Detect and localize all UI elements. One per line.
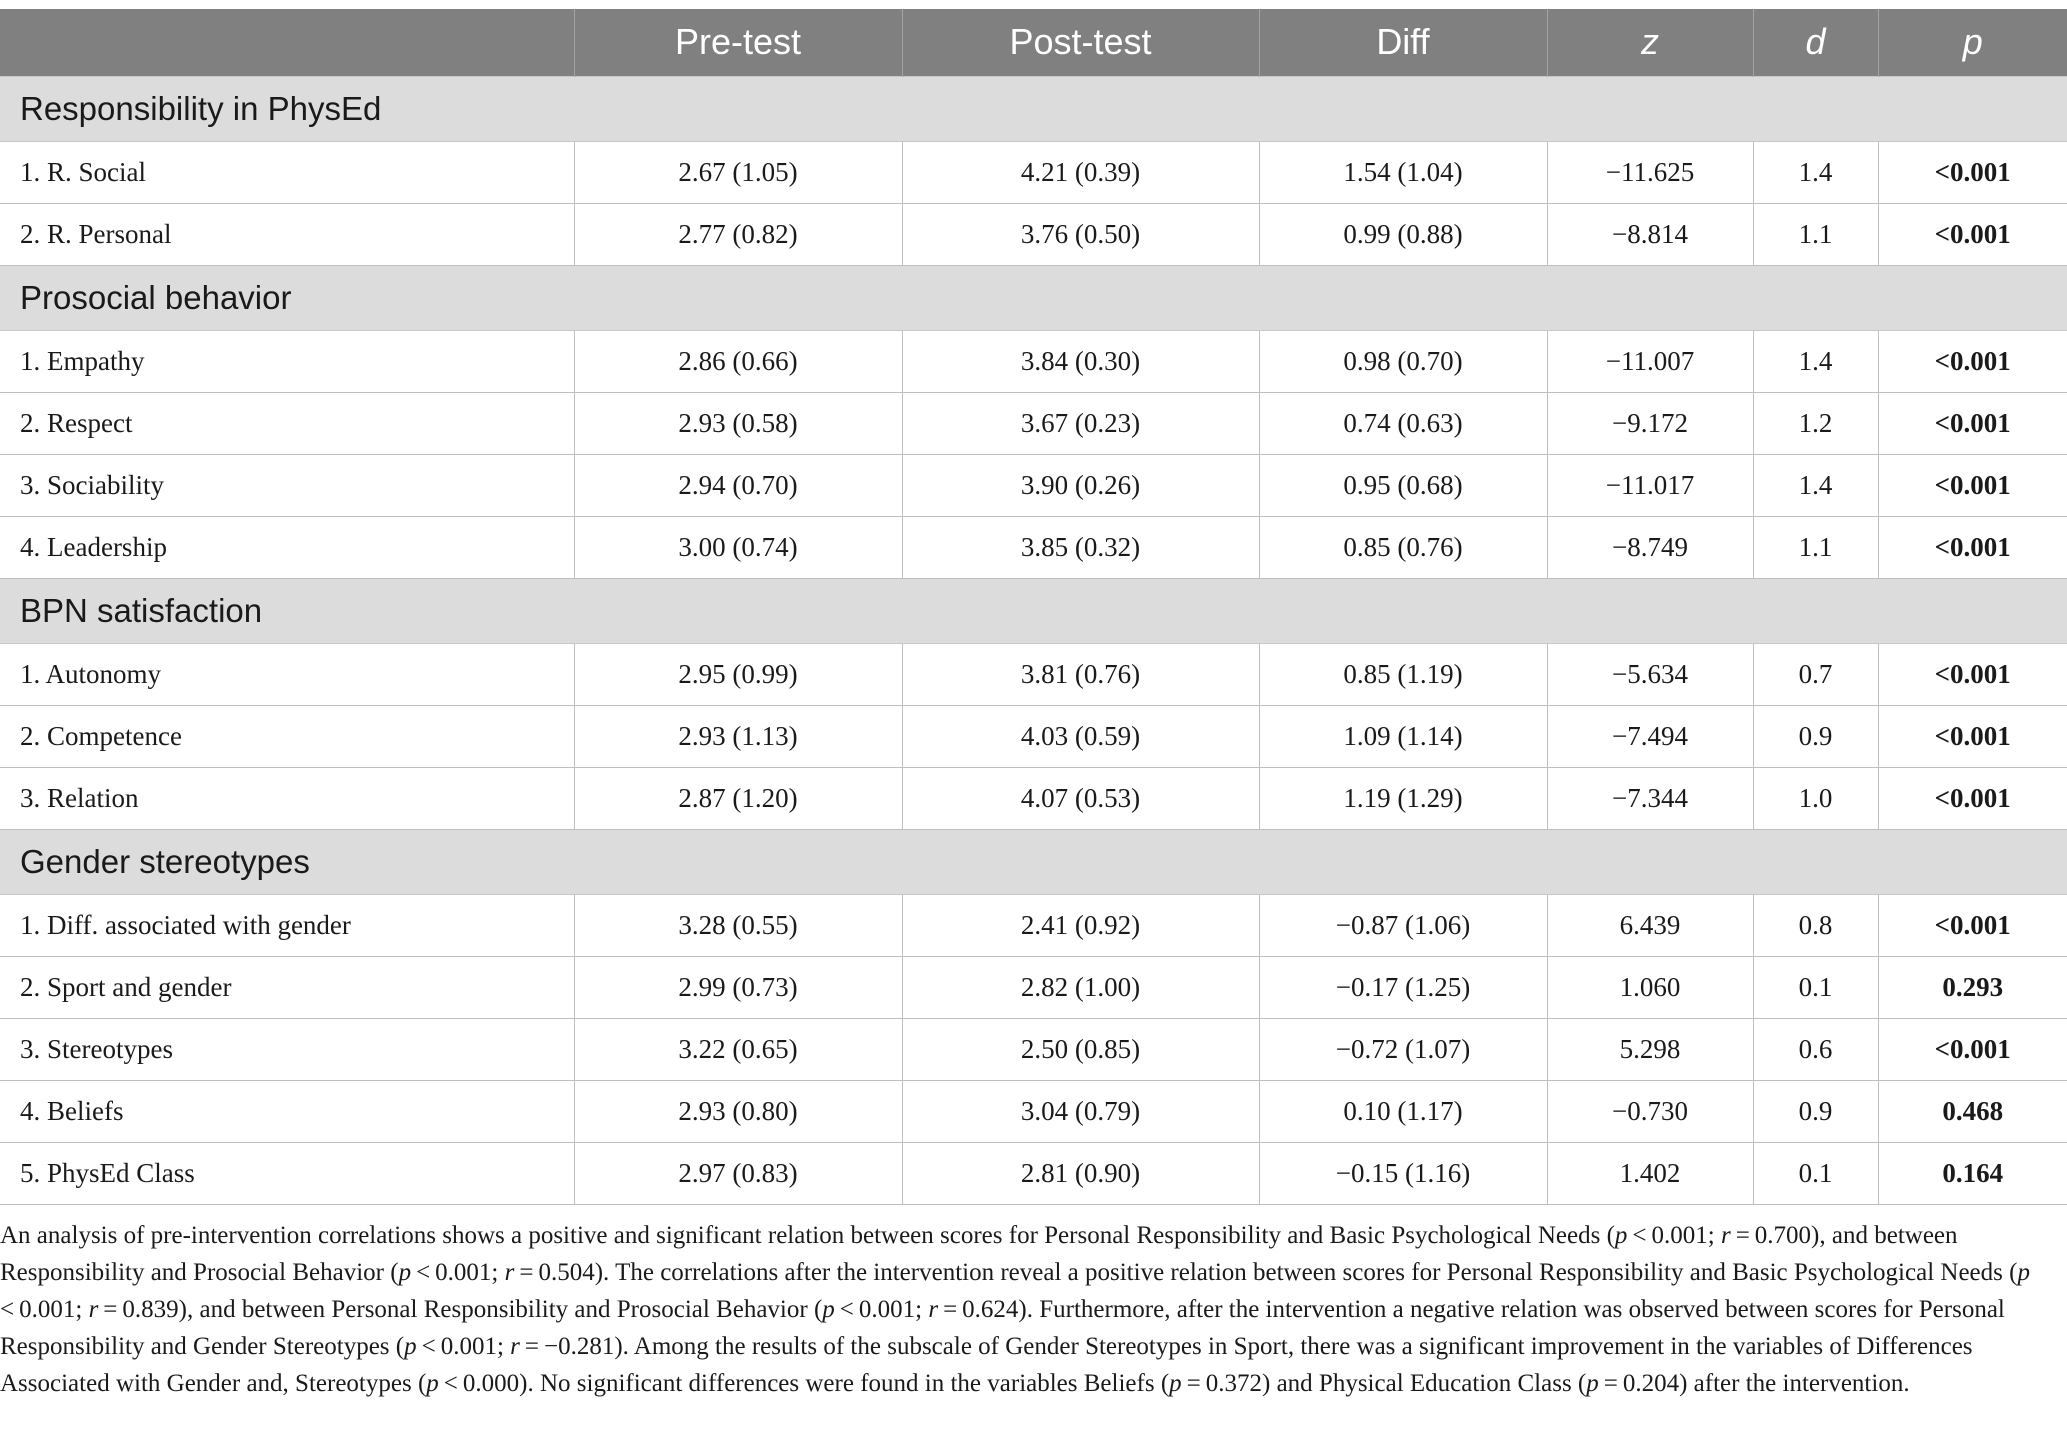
post-test-value: 2.41 (0.92) [902,894,1259,956]
diff-value: 0.85 (1.19) [1259,643,1547,705]
p-value: <0.001 [1878,330,2067,392]
post-test-value: 4.03 (0.59) [902,705,1259,767]
row-label: 3. Stereotypes [0,1018,574,1080]
post-test-value: 3.67 (0.23) [902,392,1259,454]
post-test-value: 3.81 (0.76) [902,643,1259,705]
table-row [0,454,2067,516]
header-z: z [1547,9,1753,76]
footnote-text: = −0.281). Among the results of the subscale of Gender Stereotypes in Sport, there was a significant improvement in the variables of Differences Associated with Gender and, Stereotypes ( [0,1333,1973,1397]
header-post-test: Post-test [902,9,1259,76]
diff-value: 0.99 (0.88) [1259,203,1547,265]
footnote-symbol: r [1720,1222,1731,1249]
d-value: 1.1 [1753,516,1878,578]
footnote-symbol: r [88,1296,99,1323]
table-row [0,392,2067,454]
section-title: BPN satisfaction [0,578,2067,643]
z-value: 1.060 [1547,956,1753,1018]
footnote-symbol: p [1586,1370,1599,1397]
pre-test-value: 2.93 (0.80) [574,1080,902,1142]
footnote-text: = 0.204) after the intervention. [1598,1370,1910,1397]
footnote-symbol: r [504,1259,515,1286]
footnote-text: < 0.001; [416,1333,511,1360]
footnote-text: = 0.700), and between Responsibility and Prosocial Behavior ( [0,1222,1958,1286]
row-label: 2. Sport and gender [0,956,574,1018]
footnote-text: < 0.000). No significant differences were found in the variables Beliefs ( [438,1370,1170,1397]
p-value: <0.001 [1878,643,2067,705]
header-pre-test: Pre-test [574,9,902,76]
header-label-col [0,9,574,76]
d-value: 0.9 [1753,1080,1878,1142]
section-title: Responsibility in PhysEd [0,76,2067,141]
post-test-value: 3.90 (0.26) [902,454,1259,516]
diff-value: 0.10 (1.17) [1259,1080,1547,1142]
z-value: −5.634 [1547,643,1753,705]
row-label: 3. Sociability [0,454,574,516]
row-label: 1. Diff. associated with gender [0,894,574,956]
z-value: −8.749 [1547,516,1753,578]
pre-test-value: 3.00 (0.74) [574,516,902,578]
footnote-text: < 0.001; [1627,1222,1721,1249]
table-body [0,76,2067,1204]
z-value: −11.625 [1547,141,1753,203]
pre-test-value: 3.28 (0.55) [574,894,902,956]
p-value: <0.001 [1878,516,2067,578]
table-header-row [0,9,2067,76]
d-value: 0.9 [1753,705,1878,767]
p-value: <0.001 [1878,141,2067,203]
row-label: 1. Autonomy [0,643,574,705]
post-test-value: 2.50 (0.85) [902,1018,1259,1080]
table-row [0,516,2067,578]
section-header-row [0,265,2067,330]
d-value: 1.1 [1753,203,1878,265]
table-row [0,141,2067,203]
table-footnote [0,1217,2050,1402]
d-value: 1.4 [1753,454,1878,516]
footnote-text: = 0.839), and between Personal Responsibility and Prosocial Behavior ( [98,1296,823,1323]
z-value: −7.494 [1547,705,1753,767]
section-header-row [0,829,2067,894]
section-title: Prosocial behavior [0,265,2067,330]
pre-test-value: 2.87 (1.20) [574,767,902,829]
z-value: 6.439 [1547,894,1753,956]
diff-value: 0.74 (0.63) [1259,392,1547,454]
z-value: −9.172 [1547,392,1753,454]
d-value: 1.2 [1753,392,1878,454]
row-label: 2. R. Personal [0,203,574,265]
diff-value: −0.15 (1.16) [1259,1142,1547,1204]
table-row [0,894,2067,956]
pre-test-value: 2.99 (0.73) [574,956,902,1018]
header-diff: Diff [1259,9,1547,76]
post-test-value: 2.82 (1.00) [902,956,1259,1018]
table-row [0,1080,2067,1142]
z-value: −7.344 [1547,767,1753,829]
post-test-value: 3.76 (0.50) [902,203,1259,265]
d-value: 0.6 [1753,1018,1878,1080]
table-row [0,643,2067,705]
z-value: 1.402 [1547,1142,1753,1204]
p-value: 0.293 [1878,956,2067,1018]
row-label: 4. Leadership [0,516,574,578]
d-value: 0.8 [1753,894,1878,956]
table-row [0,203,2067,265]
table-row [0,1142,2067,1204]
table-row [0,330,2067,392]
p-value: 0.164 [1878,1142,2067,1204]
pre-test-value: 2.94 (0.70) [574,454,902,516]
footnote-text: < 0.001; [834,1296,929,1323]
post-test-value: 2.81 (0.90) [902,1142,1259,1204]
p-value: <0.001 [1878,392,2067,454]
post-test-value: 4.21 (0.39) [902,141,1259,203]
d-value: 0.7 [1753,643,1878,705]
d-value: 1.4 [1753,141,1878,203]
table-row [0,767,2067,829]
diff-value: 0.85 (0.76) [1259,516,1547,578]
footnote-text: < 0.001; [411,1259,505,1286]
diff-value: 1.19 (1.29) [1259,767,1547,829]
section-title: Gender stereotypes [0,829,2067,894]
footnote-text: = 0.504). The correlations after the intervention reveal a positive relation between scores for Personal Responsibility and Basic Psychological Needs ( [514,1259,2018,1286]
footnote-symbol: p [2017,1259,2030,1286]
d-value: 1.0 [1753,767,1878,829]
pre-test-value: 2.93 (1.13) [574,705,902,767]
row-label: 4. Beliefs [0,1080,574,1142]
table-row [0,705,2067,767]
footnote-text: An analysis of pre-intervention correlations shows a positive and significant relation between scores for Personal Responsibility and Basic Psychological Needs ( [0,1222,1615,1249]
p-value: <0.001 [1878,767,2067,829]
row-label: 5. PhysEd Class [0,1142,574,1204]
footnote-symbol: p [1169,1370,1182,1397]
p-value: <0.001 [1878,454,2067,516]
row-label: 1. Empathy [0,330,574,392]
footnote-symbol: p [398,1259,412,1286]
table-row [0,956,2067,1018]
pre-test-value: 3.22 (0.65) [574,1018,902,1080]
z-value: −11.007 [1547,330,1753,392]
post-test-value: 3.84 (0.30) [902,330,1259,392]
p-value: <0.001 [1878,1018,2067,1080]
table-row [0,1018,2067,1080]
section-header-row [0,76,2067,141]
post-test-value: 4.07 (0.53) [902,767,1259,829]
pre-test-value: 2.95 (0.99) [574,643,902,705]
p-value: <0.001 [1878,203,2067,265]
footnote-symbol: r [510,1333,520,1360]
diff-value: 0.95 (0.68) [1259,454,1547,516]
z-value: −8.814 [1547,203,1753,265]
footnote-text: = 0.624). Furthermore, after the intervention a negative relation was observed between scores for Personal Responsibility and Gender Stereotypes ( [0,1296,2005,1360]
header-p: p [1878,9,2067,76]
diff-value: 1.54 (1.04) [1259,141,1547,203]
footnote-symbol: p [1614,1222,1628,1249]
footnote-symbol: p [426,1370,439,1397]
d-value: 1.4 [1753,330,1878,392]
footnote-text: = 0.372) and Physical Education Class ( [1181,1370,1587,1397]
pre-test-value: 2.67 (1.05) [574,141,902,203]
p-value: <0.001 [1878,894,2067,956]
pre-test-value: 2.77 (0.82) [574,203,902,265]
pre-test-value: 2.97 (0.83) [574,1142,902,1204]
footnote-text: < 0.001; [0,1259,2035,1323]
p-value: 0.468 [1878,1080,2067,1142]
p-value: <0.001 [1878,705,2067,767]
diff-value: 1.09 (1.14) [1259,705,1547,767]
post-test-value: 3.85 (0.32) [902,516,1259,578]
z-value: −11.017 [1547,454,1753,516]
section-header-row [0,578,2067,643]
z-value: 5.298 [1547,1018,1753,1080]
diff-value: −0.72 (1.07) [1259,1018,1547,1080]
footnote-symbol: r [928,1296,939,1323]
d-value: 0.1 [1753,956,1878,1018]
header-d: d [1753,9,1878,76]
z-value: −0.730 [1547,1080,1753,1142]
footnote-symbol: p [822,1296,835,1323]
pre-test-value: 2.86 (0.66) [574,330,902,392]
diff-value: −0.17 (1.25) [1259,956,1547,1018]
pre-test-value: 2.93 (0.58) [574,392,902,454]
footnote-symbol: p [404,1333,417,1360]
row-label: 1. R. Social [0,141,574,203]
post-test-value: 3.04 (0.79) [902,1080,1259,1142]
diff-value: −0.87 (1.06) [1259,894,1547,956]
row-label: 2. Respect [0,392,574,454]
row-label: 3. Relation [0,767,574,829]
diff-value: 0.98 (0.70) [1259,330,1547,392]
results-table [0,9,2067,1205]
row-label: 2. Competence [0,705,574,767]
d-value: 0.1 [1753,1142,1878,1204]
